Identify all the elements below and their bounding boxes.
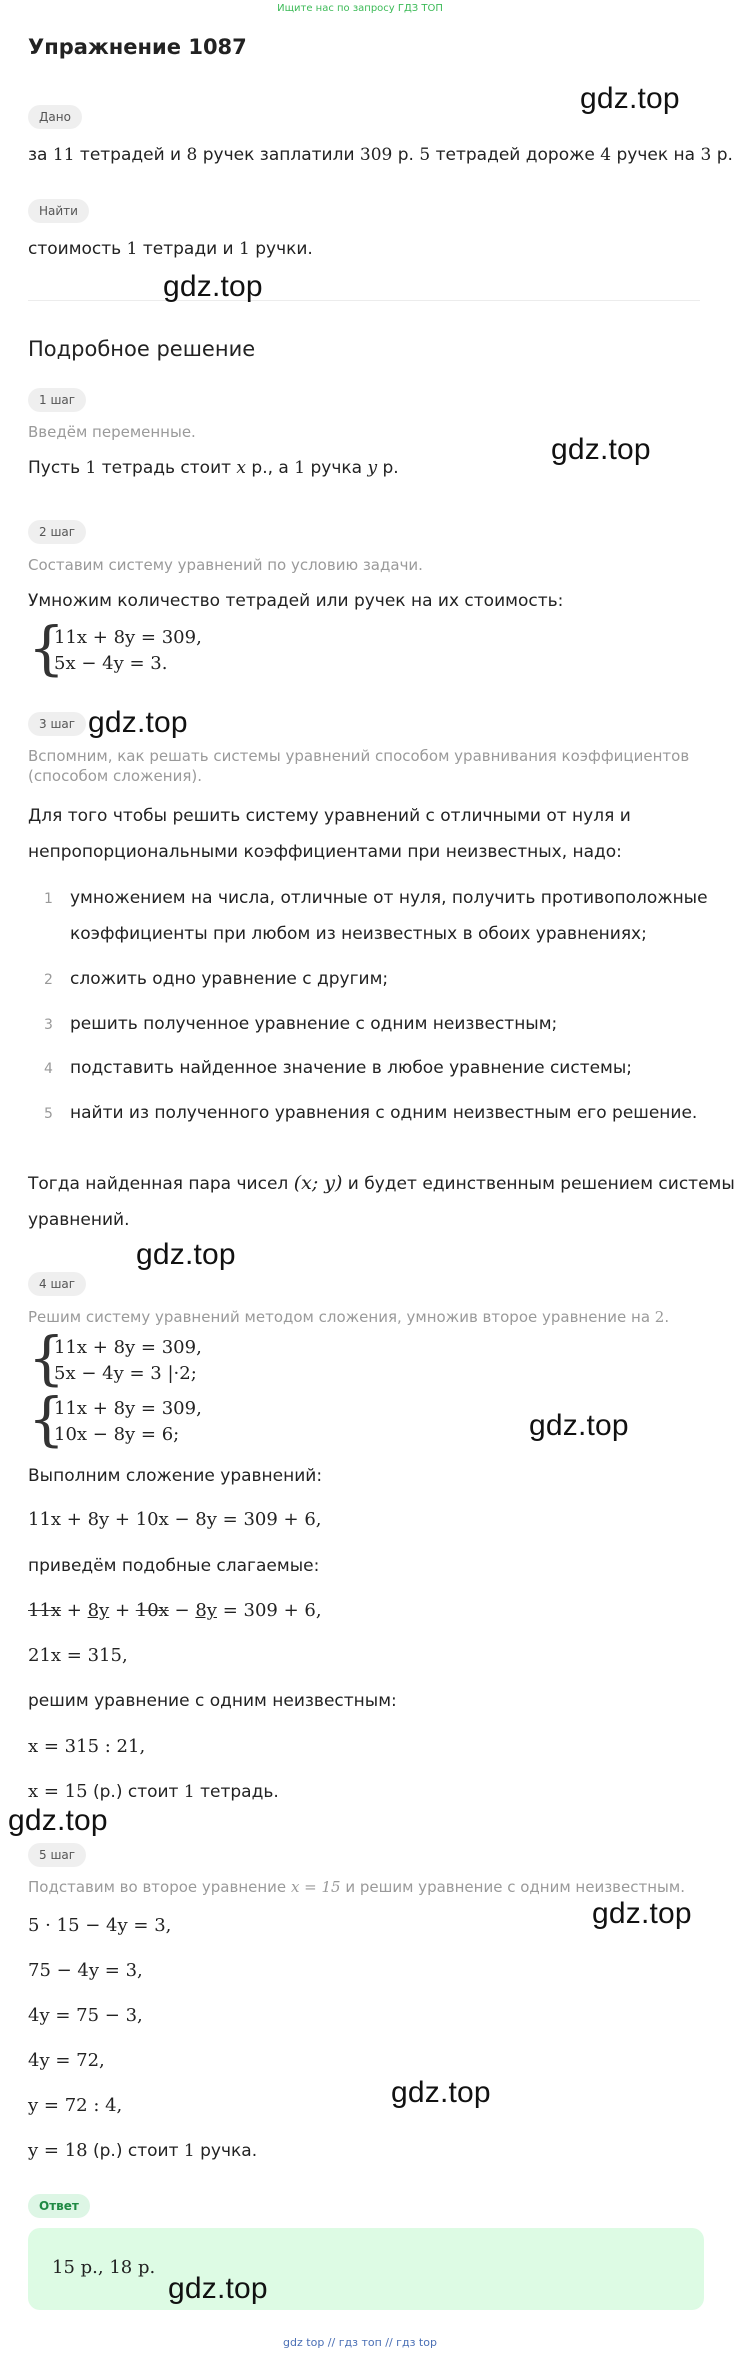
steps-list	[28, 888, 708, 1128]
step-3-text-2: непропорциональными коэффициентами при неизвестных, надо:	[28, 842, 622, 862]
result-y: y = 18 (р.) стоит 1 ручка.	[28, 2140, 258, 2161]
step-4-note: Решим систему уравнений методом сложения, умножив второе уравнение на 2.	[28, 1308, 670, 1326]
equation: 4y = 72,	[28, 2050, 105, 2071]
equation: 4y = 75 − 3,	[28, 2005, 143, 2026]
answer-box	[28, 2228, 704, 2310]
list-item: сложить одно уравнение с другим;	[70, 969, 389, 989]
equation: 10x − 8y = 6;	[54, 1424, 180, 1445]
equation: 5x − 4y = 3 |·2;	[54, 1363, 197, 1384]
watermark: gdz.top	[580, 82, 680, 115]
equation: 11x + 8y = 309,	[54, 1337, 202, 1358]
list-number: 2	[44, 972, 53, 988]
watermark: gdz.top	[551, 433, 651, 466]
equation: 11x + 8y + 10x − 8y = 309 + 6,	[28, 1509, 322, 1530]
watermark: gdz.top	[168, 2272, 268, 2305]
section-divider	[28, 300, 700, 301]
step-3-note: Вспомним, как решать системы уравнений способом уравнивания коэффициентов (способом сложения).	[28, 747, 690, 785]
equation: 11x + 8y = 309,	[54, 627, 202, 648]
step-4-solve-text: решим уравнение с одним неизвестным:	[28, 1691, 397, 1711]
given-label: Дано	[28, 105, 82, 129]
step-2-note: Составим систему уравнений по условию задачи.	[28, 556, 423, 574]
step-1-text: Пусть 1 тетрадь стоит x р., а 1 ручка y р.	[28, 458, 399, 478]
watermark: gdz.top	[8, 1804, 108, 1837]
equation: 11x + 8y = 309,	[54, 1398, 202, 1419]
list-item-continued: коэффициенты при любом из неизвестных в обоих уравнениях;	[70, 924, 647, 944]
equation: 5x − 4y = 3.	[54, 653, 168, 674]
list-item: решить полученное уравнение с одним неизвестным;	[70, 1014, 558, 1034]
watermark: gdz.top	[136, 1238, 236, 1271]
list-number: 4	[44, 1061, 53, 1077]
step-4-label: 4 шаг	[28, 1272, 86, 1296]
list-number: 3	[44, 1017, 53, 1033]
step-1-note: Введём переменные.	[28, 423, 196, 441]
list-number: 1	[44, 891, 53, 907]
footer-links[interactable]: gdz top // гдз топ // гдз top	[283, 2336, 437, 2349]
system-initial	[28, 614, 328, 682]
watermark: gdz.top	[529, 1409, 629, 1442]
step-2-label: 2 шаг	[28, 520, 86, 544]
equation: 5 · 15 − 4y = 3,	[28, 1915, 172, 1936]
find-text: стоимость 1 тетради и 1 ручки.	[28, 239, 313, 259]
list-number: 5	[44, 1106, 53, 1122]
equation-cancelled: 11x + 8y + 10x − 8y = 309 + 6,	[28, 1600, 322, 1621]
list-item: умножением на числа, отличные от нуля, получить противоположные	[70, 888, 708, 908]
watermark: gdz.top	[163, 270, 263, 303]
equation: 21x = 315,	[28, 1645, 128, 1666]
watermark: gdz.top	[391, 2076, 491, 2109]
result-x: x = 15 (р.) стоит 1 тетрадь.	[28, 1781, 279, 1802]
watermark: gdz.top	[592, 1897, 692, 1930]
given-text: за 11 тетрадей и 8 ручек заплатили 309 р. 5 тетрадей дороже 4 ручек на 3 р.	[28, 145, 733, 165]
step-4-similar-text: приведём подобные слагаемые:	[28, 1556, 320, 1576]
step-3-label: 3 шаг	[28, 712, 86, 736]
watermark: gdz.top	[88, 706, 188, 739]
brace-icon: {	[28, 1324, 65, 1392]
list-item: найти из полученного уравнения с одним неизвестным его решение.	[70, 1103, 698, 1123]
system-multiplied	[28, 1324, 348, 1392]
step-4-add-text: Выполним сложение уравнений:	[28, 1466, 323, 1486]
step-3-conclusion: Тогда найденная пара чисел (x; y) и будет единственным решением системы	[28, 1172, 735, 1194]
system-prepared	[28, 1385, 348, 1453]
find-label: Найти	[28, 199, 89, 223]
page-title: Упражнение 1087	[28, 35, 247, 59]
answer-label: Ответ	[28, 2194, 90, 2218]
step-5-label: 5 шаг	[28, 1843, 86, 1867]
list-item: подставить найденное значение в любое уравнение системы;	[70, 1058, 633, 1078]
equation: y = 72 : 4,	[28, 2095, 123, 2116]
answer-value: 15 р., 18 р.	[52, 2257, 156, 2278]
equation: x = 315 : 21,	[28, 1736, 146, 1757]
brace-icon: {	[28, 1385, 65, 1453]
top-banner[interactable]: Ищите нас по запросу ГДЗ ТОП	[277, 3, 443, 14]
step-3-conclusion-end: уравнений.	[28, 1210, 130, 1230]
step-5-note: Подставим во второе уравнение x = 15 и решим уравнение с одним неизвестным.	[28, 1878, 685, 1896]
step-3-text-1: Для того чтобы решить систему уравнений с отличными от нуля и	[28, 806, 631, 826]
step-1-label: 1 шаг	[28, 388, 86, 412]
solution-title: Подробное решение	[28, 337, 256, 361]
brace-icon: {	[28, 614, 65, 682]
step-2-text: Умножим количество тетрадей или ручек на их стоимость:	[28, 591, 564, 611]
equation: 75 − 4y = 3,	[28, 1960, 143, 1981]
